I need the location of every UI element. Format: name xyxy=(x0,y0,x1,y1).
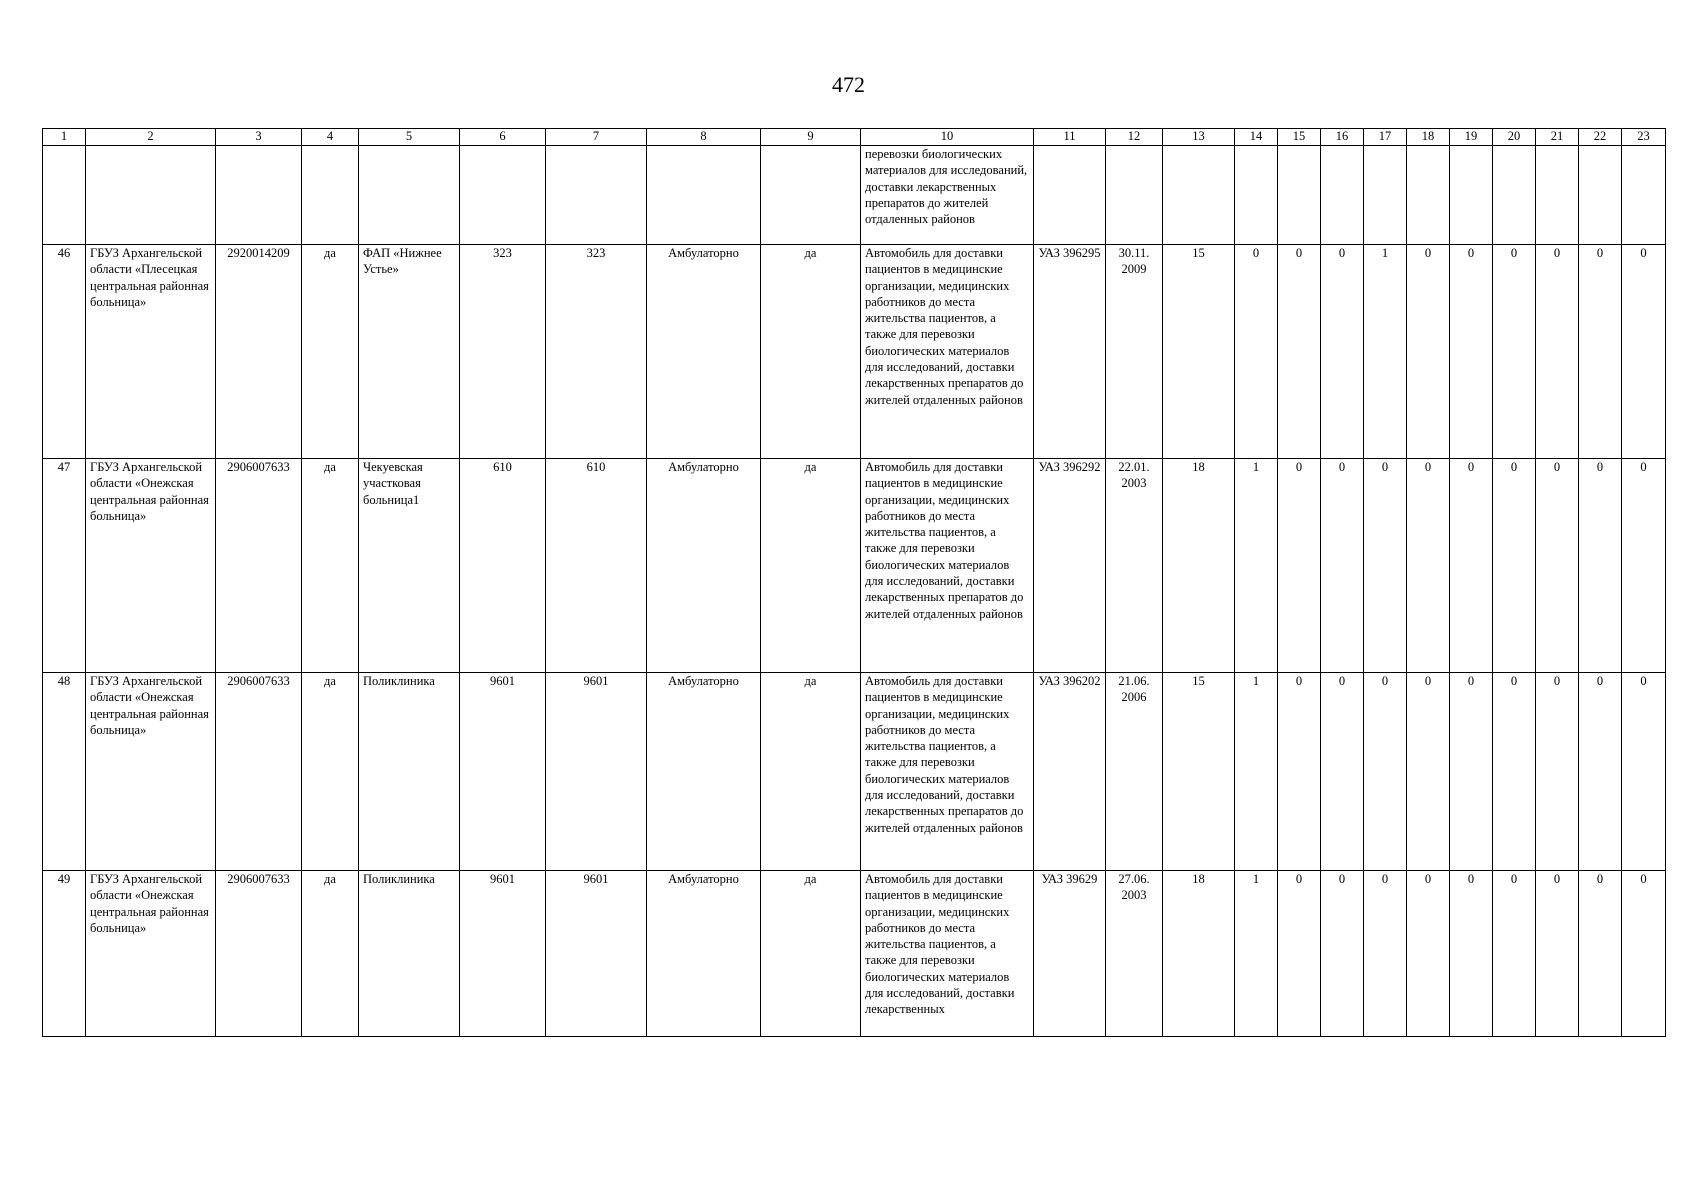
value-cell: 0 xyxy=(1536,871,1579,1037)
date-cell: 22.01. 2003 xyxy=(1106,459,1163,673)
value-cell: 1 xyxy=(1235,871,1278,1037)
value-cell: 9601 xyxy=(546,871,647,1037)
unit-cell: Поликлиника xyxy=(359,871,460,1037)
value-cell: 0 xyxy=(1493,871,1536,1037)
organization-cell: ГБУЗ Архангельской области «Онежская центральная районная больница» xyxy=(86,459,216,673)
value-cell: 0 xyxy=(1407,459,1450,673)
unit-cell: Поликлиника xyxy=(359,673,460,871)
organization-cell: ГБУЗ Архангельской области «Плесецкая центральная районная больница» xyxy=(86,245,216,459)
column-number: 5 xyxy=(359,129,460,146)
value-cell: 0 xyxy=(1450,245,1493,459)
table-cell xyxy=(460,146,546,245)
value-cell: 1 xyxy=(1235,459,1278,673)
date-cell: 30.11. 2009 xyxy=(1106,245,1163,459)
inn-cell: 2920014209 xyxy=(216,245,302,459)
table-cell xyxy=(1622,146,1666,245)
inn-cell: 2906007633 xyxy=(216,459,302,673)
value-cell: 1 xyxy=(1235,673,1278,871)
value-cell: 0 xyxy=(1536,245,1579,459)
table-row xyxy=(43,673,1666,871)
vehicle-model-cell: УАЗ 396202 xyxy=(1034,673,1106,871)
value-cell: 0 xyxy=(1579,673,1622,871)
table-cell xyxy=(359,146,460,245)
value-cell: 9601 xyxy=(460,673,546,871)
care-type-cell: Амбулаторно xyxy=(647,871,761,1037)
value-cell: 0 xyxy=(1278,673,1321,871)
description-cell: Автомобиль для доставки пациентов в медицинские организации, медицинских работников до места жительства пациентов, а также для перевозки биологических материалов для исследований, доставки лекарственных препаратов до жителей отдаленных районов xyxy=(861,459,1034,673)
table-cell xyxy=(1450,146,1493,245)
column-number: 16 xyxy=(1321,129,1364,146)
table-cell xyxy=(1106,146,1163,245)
table-cell xyxy=(1407,146,1450,245)
value-cell: 1 xyxy=(1364,245,1407,459)
column-number: 11 xyxy=(1034,129,1106,146)
flag-cell: да xyxy=(761,871,861,1037)
inn-cell: 2906007633 xyxy=(216,871,302,1037)
row-number-cell: 46 xyxy=(43,245,86,459)
table-cell xyxy=(1235,146,1278,245)
value-cell: 0 xyxy=(1407,673,1450,871)
value-cell: 0 xyxy=(1278,245,1321,459)
table-cell xyxy=(1536,146,1579,245)
value-cell: 0 xyxy=(1579,871,1622,1037)
column-number: 15 xyxy=(1278,129,1321,146)
value-cell: 9601 xyxy=(546,673,647,871)
table-row xyxy=(43,871,1666,1037)
value-cell: 323 xyxy=(460,245,546,459)
value-cell: 0 xyxy=(1622,673,1666,871)
value-cell: 18 xyxy=(1163,459,1235,673)
table-cell xyxy=(86,146,216,245)
date-cell: 21.06. 2006 xyxy=(1106,673,1163,871)
value-cell: 18 xyxy=(1163,871,1235,1037)
column-number: 1 xyxy=(43,129,86,146)
value-cell: 0 xyxy=(1321,245,1364,459)
flag-cell: да xyxy=(302,459,359,673)
table-row-continuation xyxy=(43,146,1666,245)
column-number: 23 xyxy=(1622,129,1666,146)
table-cell xyxy=(1034,146,1106,245)
flag-cell: да xyxy=(761,459,861,673)
value-cell: 0 xyxy=(1364,459,1407,673)
date-cell: 27.06. 2003 xyxy=(1106,871,1163,1037)
flag-cell: да xyxy=(761,673,861,871)
value-cell: 0 xyxy=(1536,673,1579,871)
value-cell: 0 xyxy=(1450,673,1493,871)
table-cell xyxy=(546,146,647,245)
table-row xyxy=(43,245,1666,459)
flag-cell: да xyxy=(302,673,359,871)
value-cell: 9601 xyxy=(460,871,546,1037)
column-number: 12 xyxy=(1106,129,1163,146)
table-cell xyxy=(1163,146,1235,245)
unit-cell: Чекуевская участковая больница1 xyxy=(359,459,460,673)
value-cell: 0 xyxy=(1407,871,1450,1037)
value-cell: 610 xyxy=(546,459,647,673)
column-number: 10 xyxy=(861,129,1034,146)
column-number: 6 xyxy=(460,129,546,146)
column-number: 21 xyxy=(1536,129,1579,146)
description-cell: Автомобиль для доставки пациентов в медицинские организации, медицинских работников до места жительства пациентов, а также для перевозки биологических материалов для исследований, доставки лекарственных препаратов до жителей отдаленных районов xyxy=(861,673,1034,871)
vehicle-model-cell: УАЗ 396292 xyxy=(1034,459,1106,673)
value-cell: 610 xyxy=(460,459,546,673)
table-row xyxy=(43,459,1666,673)
table-cell xyxy=(1493,146,1536,245)
flag-cell: да xyxy=(302,245,359,459)
column-number: 7 xyxy=(546,129,647,146)
description-cell: перевозки биологических материалов для исследований, доставки лекарственных препаратов до жителей отдаленных районов xyxy=(861,146,1034,245)
value-cell: 0 xyxy=(1321,673,1364,871)
value-cell: 0 xyxy=(1321,871,1364,1037)
column-number: 3 xyxy=(216,129,302,146)
table-cell xyxy=(647,146,761,245)
inn-cell: 2906007633 xyxy=(216,673,302,871)
column-number: 13 xyxy=(1163,129,1235,146)
value-cell: 0 xyxy=(1364,673,1407,871)
value-cell: 0 xyxy=(1450,871,1493,1037)
flag-cell: да xyxy=(761,245,861,459)
care-type-cell: Амбулаторно xyxy=(647,459,761,673)
table-cell xyxy=(1321,146,1364,245)
value-cell: 323 xyxy=(546,245,647,459)
table-cell xyxy=(216,146,302,245)
value-cell: 0 xyxy=(1364,871,1407,1037)
column-number: 17 xyxy=(1364,129,1407,146)
column-number: 18 xyxy=(1407,129,1450,146)
row-number-cell: 49 xyxy=(43,871,86,1037)
column-number: 4 xyxy=(302,129,359,146)
description-cell: Автомобиль для доставки пациентов в медицинские организации, медицинских работников до места жительства пациентов, а также для перевозки биологических материалов для исследований, доставки лекарственных препаратов до жителей отдаленных районов xyxy=(861,245,1034,459)
column-number: 20 xyxy=(1493,129,1536,146)
column-number-header xyxy=(43,129,1666,146)
table-cell xyxy=(1278,146,1321,245)
value-cell: 0 xyxy=(1622,459,1666,673)
value-cell: 0 xyxy=(1622,871,1666,1037)
column-number: 2 xyxy=(86,129,216,146)
table-cell xyxy=(43,146,86,245)
row-number-cell: 47 xyxy=(43,459,86,673)
column-number: 9 xyxy=(761,129,861,146)
value-cell: 0 xyxy=(1536,459,1579,673)
value-cell: 0 xyxy=(1278,871,1321,1037)
value-cell: 0 xyxy=(1321,459,1364,673)
value-cell: 0 xyxy=(1579,459,1622,673)
table-cell xyxy=(1579,146,1622,245)
column-number: 19 xyxy=(1450,129,1493,146)
value-cell: 0 xyxy=(1235,245,1278,459)
column-number: 14 xyxy=(1235,129,1278,146)
table-cell xyxy=(302,146,359,245)
unit-cell: ФАП «Нижнее Устье» xyxy=(359,245,460,459)
value-cell: 0 xyxy=(1493,459,1536,673)
value-cell: 0 xyxy=(1622,245,1666,459)
page-number: 472 xyxy=(832,72,865,97)
vehicle-model-cell: УАЗ 396295 xyxy=(1034,245,1106,459)
value-cell: 0 xyxy=(1579,245,1622,459)
organization-cell: ГБУЗ Архангельской области «Онежская центральная районная больница» xyxy=(86,673,216,871)
table-cell xyxy=(761,146,861,245)
care-type-cell: Амбулаторно xyxy=(647,245,761,459)
value-cell: 15 xyxy=(1163,245,1235,459)
table-cell xyxy=(1364,146,1407,245)
value-cell: 0 xyxy=(1493,245,1536,459)
value-cell: 0 xyxy=(1450,459,1493,673)
vehicle-model-cell: УАЗ 39629 xyxy=(1034,871,1106,1037)
column-number: 8 xyxy=(647,129,761,146)
value-cell: 15 xyxy=(1163,673,1235,871)
description-cell: Автомобиль для доставки пациентов в медицинские организации, медицинских работников до места жительства пациентов, а также для перевозки биологических материалов для исследований, доставки лекарственных xyxy=(861,871,1034,1037)
row-number-cell: 48 xyxy=(43,673,86,871)
vehicle-register-table xyxy=(42,128,1666,1037)
value-cell: 0 xyxy=(1278,459,1321,673)
flag-cell: да xyxy=(302,871,359,1037)
care-type-cell: Амбулаторно xyxy=(647,673,761,871)
organization-cell: ГБУЗ Архангельской области «Онежская центральная районная больница» xyxy=(86,871,216,1037)
value-cell: 0 xyxy=(1493,673,1536,871)
column-number: 22 xyxy=(1579,129,1622,146)
value-cell: 0 xyxy=(1407,245,1450,459)
